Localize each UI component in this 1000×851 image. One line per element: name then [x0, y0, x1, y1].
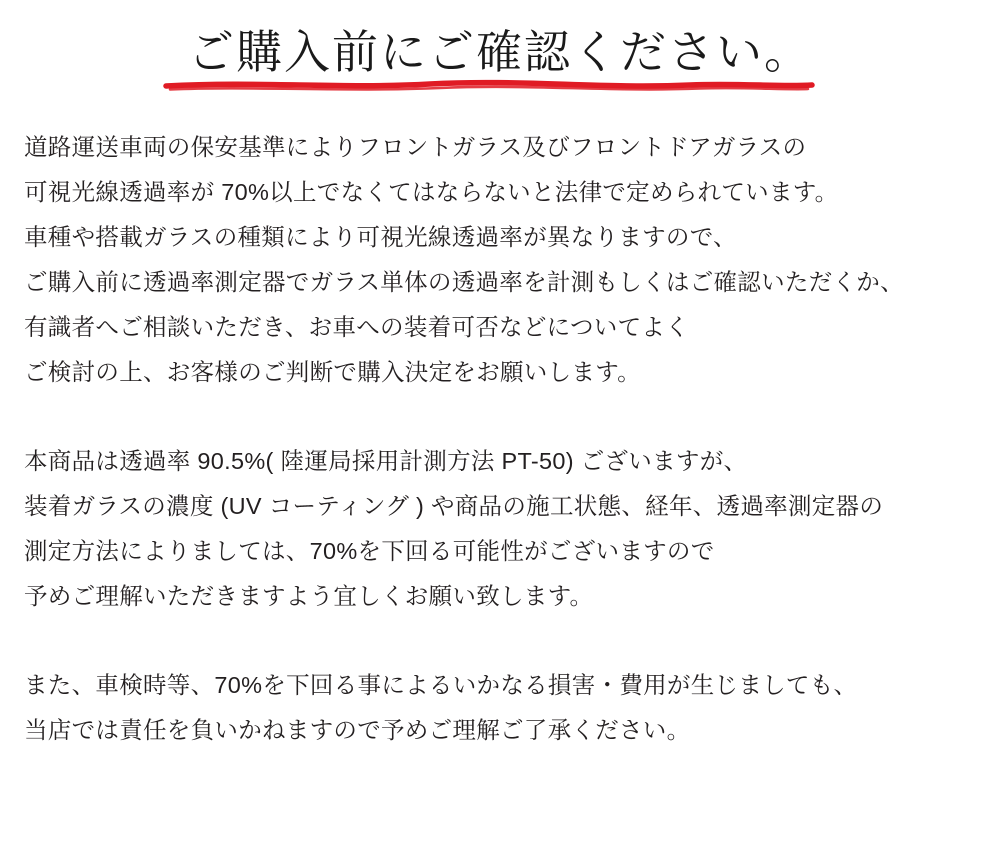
paragraph-legal-notice: [24, 125, 976, 395]
text-line: 可視光線透過率が 70%以上でなくてはならないと法律で定められています。: [24, 178, 839, 205]
text-line: また、車検時等、70%を下回る事によるいかなる損害・費用が生じましても、: [24, 671, 858, 698]
title-block: [0, 0, 1000, 95]
text-line: 装着ガラスの濃度 (UV コーティング ) や商品の施工状態、経年、透過率測定器の: [24, 492, 884, 519]
text-line: 本商品は透過率 90.5%( 陸運局採用計測方法 PT-50) ございますが、: [24, 447, 748, 474]
paragraph-product-spec: [24, 439, 976, 619]
text-line: 測定方法によりましては、70%を下回る可能性がございますので: [24, 537, 715, 564]
text-line: 当店では責任を負いかねますので予めご理解ご了承ください。: [24, 716, 691, 743]
page-title: ご購入前にご確認ください。: [188, 26, 812, 78]
text-line: 有識者へご相談いただき、お車への装着可否などについてよく: [24, 313, 689, 340]
title-underline: [0, 77, 1000, 95]
text-line: 車種や搭載ガラスの種類により可視光線透過率が異なりますので、: [24, 223, 737, 250]
text-line: ご検討の上、お客様のご判断で購入決定をお願いします。: [24, 358, 641, 385]
paragraph-liability-notice: [24, 663, 976, 753]
body-text: [0, 125, 1000, 753]
text-line: 道路運送車両の保安基準によりフロントガラス及びフロントドアガラスの: [24, 133, 807, 160]
text-line: ご購入前に透過率測定器でガラス単体の透過率を計測もしくはご確認いただくか、: [24, 268, 904, 295]
text-line: 予めご理解いただきますよう宜しくお願い致します。: [24, 582, 594, 609]
